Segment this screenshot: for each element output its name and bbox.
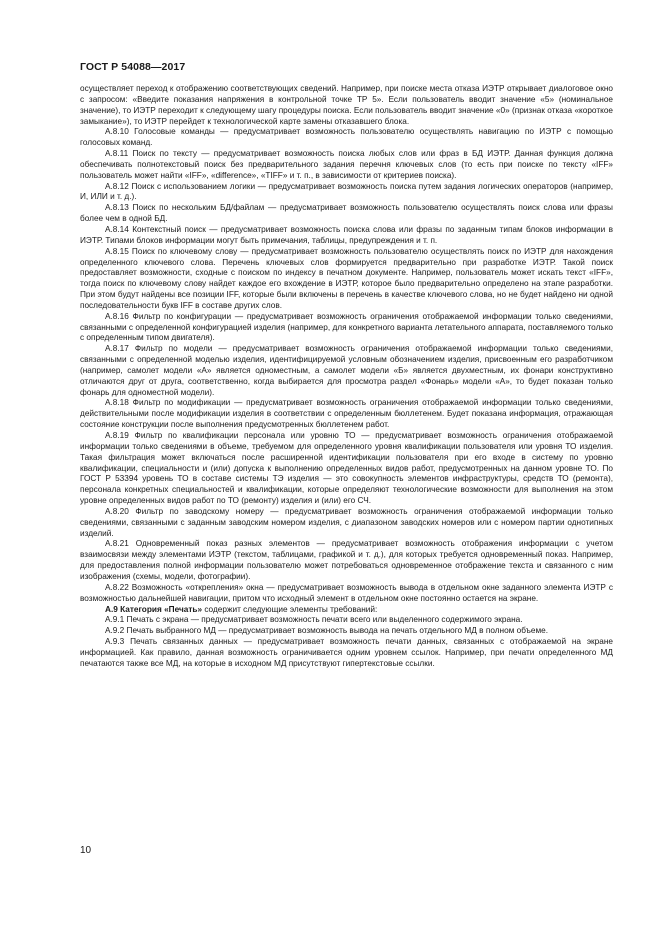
paragraph-a-8-13: А.8.13 Поиск по нескольким БД/файлам — предусматривает возможность пользователю осуществлять поиск слова или фразы более чем в одной БД.	[80, 203, 613, 224]
paragraph-a-9-text: содержит следующие элементы требований:	[202, 604, 378, 614]
paragraph-continuation: осуществляет переход к отображению соответствующих сведений. Например, при поиске места отказа ИЭТР открывает диалоговое окно с запросом: «Введите показания напряжения в контрольной точке ТР 5». Если пользователь вводит значение «5» (номинальное значение), то ИЭТР переходит к следующему шагу процедуры поиска. Если пользователь вводит значение «0» (признак отказа «короткое замыкание»), то ИЭТР перейдет к технологической карте замены отказавшего блока.	[80, 84, 613, 126]
paragraph-a-8-11: А.8.11 Поиск по тексту — предусматривает возможность поиска любых слов или фраз в БД ИЭТР. Данная функция должна обеспечивать полнотекстовый поиск без предварительного задания перечня ключевых слов (то есть при поиске по тексту «IFF» пользователь может найти «IFF», «difference», «TIFF» и т. п., в зависимости от критериев поиска).	[80, 149, 613, 180]
paragraph-a-8-15: А.8.15 Поиск по ключевому слову — предусматривает возможность пользователю осуществлять поиск по ИЭТР для нахождения определенного ключевого слова. Перечень ключевых слов формируется предварительно при разработке ИЭТР. Такой поиск предоставляет возможности, сходные с поиском по индексу в печатном документе. Например, пользователь может искать текст «IFF», тогда поиск по ключевому слову найдет каждое его вхождение в ИЭТР, которое было предварительно определено на этапе разработки. При этом будут найдены все позиции IFF, которые были включены в перечень в качестве ключевого слова, но не будет найдено ни одной последовательности букв IFF в составе других слов.	[80, 246, 613, 310]
paragraph-a-8-14: А.8.14 Контекстный поиск — предусматривает возможность поиска слова или фразы по заданным типам блоков информации в ИЭТР. Типами блоков информации могут быть примечания, таблицы, предупреждения и т. п.	[80, 224, 613, 245]
paragraph-a-8-21: А.8.21 Одновременный показ разных элементов — предусматривает возможность отображения информации с учетом взаимосвязи между элементами ИЭТР (текстом, таблицами, графикой и т. д.), для которых требуется одновременный показ. Например, для предоставления полной информации пользователю может потребоваться одновременное отображение текста и связанного с ним изображения (схемы, модели, фотографии).	[80, 539, 613, 581]
paragraph-a-8-22: А.8.22 Возможность «открепления» окна — предусматривает возможность вывода в отдельном окне заданного элемента ИЭТР с возможностью дальнейшей навигации, притом что исходный элемент в отдельном окне постоянно остается на экране.	[80, 582, 613, 603]
paragraph-a-8-16: А.8.16 Фильтр по конфигурации — предусматривает возможность ограничения отображаемой информации только сведениями, связанными с определенной конфигурацией изделия (например, для конкретного варианта летательного аппарата, поставляемого только с определенным типом двигателя).	[80, 311, 613, 343]
paragraph-a-9-1: А.9.1 Печать с экрана — предусматривает возможность печати всего или выделенного содержимого экрана.	[105, 615, 523, 625]
page-number: 10	[80, 845, 92, 856]
paragraph-a-9-3: А.9.3 Печать связанных данных — предусматривает возможность печати данных, связанных с отображаемой на экране информацией. Как правило, данная возможность ограничивается одним уровнем ссылок. Например, при печати определенного МД печатаются также все МД, на которые в исходном МД присутствуют гипертекстовые ссылки.	[80, 637, 613, 668]
paragraph-a-8-18: А.8.18 Фильтр по модификации — предусматривает возможность ограничения отображаемой информации только сведениями, действительными после модификации изделия в соответствии с определенным бюллетенем. Будет показана информация, отражающая состояние конструкции после выполнения предусмотренных бюллетенем работ.	[80, 398, 613, 430]
paragraph-a-8-12: А.8.12 Поиск с использованием логики — предусматривает возможность поиска путем задания логических операторов (например, И, ИЛИ и т. д.).	[80, 181, 613, 202]
document-code-header: ГОСТ Р 54088—2017	[80, 61, 186, 73]
paragraph-a-8-10: А.8.10 Голосовые команды — предусматривает возможность пользователю осуществлять навигацию по ИЭТР с помощью голосовых команд.	[80, 127, 613, 148]
paragraph-a-8-17: А.8.17 Фильтр по модели — предусматривает возможность ограничения отображаемой информации только сведениями, связанными с определенной моделью изделия, идентифицируемой условным обозначением изделия, присвоенным его разработчиком (например, самолет модели «А» является одноместным, а самолет модели «Б» является двухместным, их фонари конструктивно отличаются друг от друга, соответственно, когда выбирается для просмотра раздел «Фонарь» модели «А», то будет показан только фонарь для одноместной модели).	[80, 344, 613, 397]
paragraph-a-8-19: А.8.19 Фильтр по квалификации персонала или уровню ТО — предусматривает возможность ограничения отображаемой информации только сведениями в объеме, требуемом для определенного уровня квалификации пользователя или уровня ТО изделия. Такая фильтрация может включаться после расширенной идентификации пользователя при его входе в систему по уровню квалификации, специальности и (или) допуска к выполнению определенных видов работ, предусмотренных на данном уровне ТО. По ГОСТ Р 53394 уровень ТО в составе системы ТЭ изделия — это совокупность элементов инфраструктуры, средств ТО (ремонта), персонала конкретных специальностей и квалификации, которые определяют технологические возможности для выполнения на этом уровне определенных видов работ по ТО (ремонту) изделия и (или) его СЧ.	[80, 431, 613, 506]
paragraph-a-8-20: А.8.20 Фильтр по заводскому номеру — предусматривает возможность ограничения отображаемой информации только сведениями, связанными с заданным заводским номером изделия, с диапазоном заводских номеров или с номером партии однотипных изделий.	[80, 506, 613, 538]
paragraph-a-9	[80, 605, 613, 616]
section-heading-a-9: А.9 Категория «Печать»	[105, 604, 203, 614]
paragraph-a-9-2: А.9.2 Печать выбранного МД — предусматривает возможность вывода на печать отдельного МД в полном объеме.	[105, 626, 548, 636]
document-body	[80, 84, 613, 670]
